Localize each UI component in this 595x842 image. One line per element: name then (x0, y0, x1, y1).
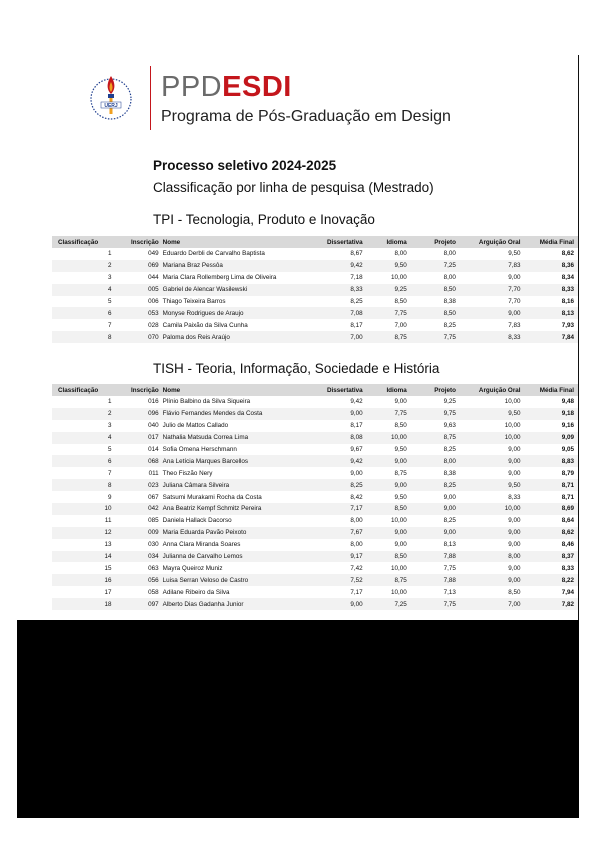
cell-idioma: 9,00 (394, 481, 407, 489)
column-header-arguicao-oral: Arguição Oral (478, 386, 521, 394)
cell-projeto: 9,63 (443, 422, 456, 430)
table-row (52, 551, 578, 563)
column-header-classificacao: Classificação (58, 238, 99, 246)
cell-inscricao: 056 (148, 576, 159, 584)
cell-inscricao: 042 (148, 505, 159, 513)
table-row (52, 562, 578, 574)
cell-projeto: 9,00 (443, 529, 456, 537)
table-header-row (52, 236, 578, 248)
cell-idioma: 9,00 (394, 398, 407, 406)
cell-classificacao: 5 (107, 298, 112, 305)
column-header-dissertativa: Dissertativa (326, 238, 363, 246)
cell-media-final: 8,64 (561, 517, 574, 525)
cell-idioma: 9,50 (394, 446, 407, 453)
cell-idioma: 10,00 (390, 517, 407, 525)
cell-idioma: 8,50 (394, 553, 407, 561)
cell-inscricao: 085 (148, 517, 159, 525)
cell-projeto: 8,38 (443, 469, 456, 477)
cell-classificacao: 7 (107, 469, 112, 477)
cell-inscricao: 070 (148, 333, 159, 341)
cell-nome: Sofia Omena Herschmann (162, 446, 237, 453)
cell-media-final: 7,94 (561, 588, 574, 596)
cell-media-final: 8,69 (561, 505, 574, 513)
cell-idioma: 8,75 (394, 576, 407, 584)
cell-arguicao-oral: 8,33 (508, 493, 521, 501)
table-row (52, 527, 578, 539)
cell-classificacao: 15 (104, 564, 112, 572)
cell-dissertativa: 8,00 (350, 541, 363, 549)
cell-arguicao-oral: 9,00 (508, 576, 521, 584)
cell-dissertativa: 8,17 (350, 321, 363, 329)
cell-dissertativa: 9,42 (350, 262, 363, 270)
cell-arguicao-oral: 9,00 (508, 469, 521, 477)
cell-nome: Camila Paixão da Silva Cunha (162, 321, 248, 329)
table-row (52, 491, 578, 503)
cell-nome: Paloma dos Reis Araújo (162, 333, 230, 341)
table-row (52, 539, 578, 551)
cell-nome: Theo Fiszão Nery (162, 469, 213, 477)
cell-arguicao-oral: 8,00 (508, 553, 521, 561)
cell-classificacao: 12 (104, 529, 112, 537)
cell-classificacao: 8 (107, 333, 112, 341)
cell-nome: Eduardo Derbli de Carvalho Baptista (162, 250, 265, 258)
cell-classificacao: 6 (107, 457, 112, 465)
cell-dissertativa: 7,00 (350, 333, 363, 341)
column-header-idioma: Idioma (386, 386, 407, 394)
cell-projeto: 8,25 (443, 517, 456, 525)
cell-arguicao-oral: 10,00 (504, 398, 521, 406)
cell-idioma: 9,25 (394, 286, 407, 294)
cell-projeto: 8,50 (443, 286, 456, 294)
table-row (52, 331, 578, 343)
cell-arguicao-oral: 9,00 (508, 517, 521, 525)
table-row (52, 396, 578, 408)
cell-classificacao: 10 (104, 505, 112, 513)
cell-arguicao-oral: 9,00 (508, 564, 521, 572)
cell-classificacao: 4 (107, 434, 112, 442)
redacted-black-area (17, 620, 579, 818)
cell-nome: Ana Letícia Marques Barcellos (162, 457, 249, 465)
cell-media-final: 9,18 (561, 410, 574, 418)
results-table-tpi (52, 236, 578, 343)
cell-inscricao: 040 (148, 422, 159, 430)
cell-classificacao: 4 (107, 286, 112, 294)
column-header-projeto: Projeto (434, 386, 456, 394)
cell-nome: Plínio Balbino da Silva Siqueira (162, 398, 251, 406)
cell-nome: Maria Clara Rollemberg Lima de Oliveira (162, 274, 277, 282)
cell-classificacao: 13 (104, 541, 112, 549)
cell-dissertativa: 7,08 (350, 309, 363, 317)
column-header-dissertativa: Dissertativa (326, 386, 363, 394)
cell-media-final: 8,16 (561, 298, 574, 305)
cell-inscricao: 006 (148, 298, 159, 305)
table-row (52, 248, 578, 260)
cell-idioma: 9,00 (394, 529, 407, 537)
cell-classificacao: 7 (107, 321, 112, 329)
cell-arguicao-oral: 9,00 (508, 446, 521, 453)
cell-dissertativa: 8,17 (350, 422, 363, 430)
cell-dissertativa: 7,67 (350, 529, 363, 537)
cell-media-final: 8,34 (561, 274, 574, 282)
cell-inscricao: 017 (148, 434, 159, 442)
column-header-inscricao: Inscrição (131, 238, 159, 246)
logo-wordmark: UERJ (104, 103, 118, 109)
column-header-nome: Nome (162, 238, 181, 246)
cell-arguicao-oral: 9,00 (508, 529, 521, 537)
cell-classificacao: 3 (107, 274, 112, 282)
table-row (52, 408, 578, 420)
cell-dissertativa: 9,00 (350, 410, 363, 418)
cell-nome: Gabriel de Alencar Wasilewski (162, 286, 248, 294)
table-row (52, 444, 578, 456)
cell-dissertativa: 9,00 (350, 600, 363, 608)
cell-projeto: 7,75 (443, 333, 456, 341)
cell-dissertativa: 9,42 (350, 398, 363, 406)
cell-media-final: 8,33 (561, 564, 574, 572)
cell-classificacao: 8 (107, 481, 112, 489)
cell-arguicao-oral: 9,50 (508, 250, 521, 258)
cell-media-final: 9,05 (561, 446, 574, 453)
cell-inscricao: 044 (148, 274, 159, 282)
cell-media-final: 8,62 (561, 250, 574, 258)
cell-arguicao-oral: 7,83 (508, 262, 521, 270)
cell-projeto: 8,50 (443, 309, 456, 317)
section-title-tpi: TPI - Tecnologia, Produto e Inovação (153, 212, 375, 227)
cell-idioma: 8,75 (394, 469, 407, 477)
cell-projeto: 7,25 (443, 262, 456, 270)
brand-name (161, 72, 292, 102)
results-table-tish (52, 384, 578, 610)
cell-nome: Juliana Câmara Silveira (162, 481, 230, 489)
cell-inscricao: 030 (148, 541, 159, 549)
cell-dissertativa: 7,17 (350, 588, 363, 596)
cell-inscricao: 005 (148, 286, 159, 294)
table-row (52, 272, 578, 284)
cell-idioma: 7,75 (394, 410, 407, 418)
cell-idioma: 7,75 (394, 309, 407, 317)
cell-inscricao: 067 (148, 493, 159, 501)
table-row (52, 586, 578, 598)
cell-nome: Julianna de Carvalho Lemos (162, 553, 243, 561)
table-row (52, 467, 578, 479)
cell-classificacao: 2 (107, 410, 112, 418)
cell-nome: Mariana Braz Pessôa (162, 262, 223, 270)
cell-inscricao: 028 (148, 321, 159, 329)
cell-dissertativa: 7,52 (350, 576, 363, 584)
cell-dissertativa: 8,25 (350, 481, 363, 489)
cell-classificacao: 5 (107, 446, 112, 453)
cell-projeto: 9,00 (443, 493, 456, 501)
cell-media-final: 8,13 (561, 309, 574, 317)
cell-arguicao-oral: 10,00 (504, 434, 521, 442)
cell-media-final: 8,62 (561, 529, 574, 537)
cell-idioma: 8,00 (394, 250, 407, 258)
cell-dissertativa: 7,18 (350, 274, 363, 282)
cell-idioma: 10,00 (390, 588, 407, 596)
cell-projeto: 8,75 (443, 434, 456, 442)
column-header-media-final: Média Final (539, 238, 574, 246)
section-title-tish: TISH - Teoria, Informação, Sociedade e História (153, 361, 440, 376)
cell-inscricao: 023 (148, 481, 159, 489)
cell-dissertativa: 9,67 (350, 446, 363, 453)
column-header-media-final: Média Final (539, 386, 574, 394)
cell-classificacao: 16 (104, 576, 112, 584)
column-header-arguicao-oral: Arguição Oral (478, 238, 521, 246)
table-row (52, 319, 578, 331)
cell-arguicao-oral: 7,70 (508, 298, 521, 305)
cell-nome: Thiago Teixeira Barros (162, 298, 226, 305)
table-header-row (52, 384, 578, 396)
cell-arguicao-oral: 9,00 (508, 541, 521, 549)
table-row (52, 260, 578, 272)
cell-projeto: 7,75 (443, 600, 456, 608)
brand-part-2: ESDI (222, 71, 292, 103)
cell-projeto: 8,38 (443, 298, 456, 305)
cell-dissertativa: 8,00 (350, 517, 363, 525)
cell-dissertativa: 7,42 (350, 564, 363, 572)
table-row (52, 503, 578, 515)
cell-nome: Ana Beatriz Kempf Schmitz Pereira (162, 505, 262, 513)
cell-dissertativa: 9,17 (350, 553, 363, 561)
cell-nome: Luisa Serran Veloso de Castro (162, 576, 249, 584)
cell-projeto: 8,00 (443, 250, 456, 258)
cell-projeto: 8,13 (443, 541, 456, 549)
cell-inscricao: 069 (148, 262, 159, 270)
cell-classificacao: 18 (104, 600, 112, 608)
cell-idioma: 9,00 (394, 541, 407, 549)
table-row (52, 574, 578, 586)
cell-projeto: 7,88 (443, 553, 456, 561)
cell-projeto: 9,25 (443, 398, 456, 406)
table-body (52, 248, 578, 343)
cell-arguicao-oral: 9,00 (508, 457, 521, 465)
column-header-idioma: Idioma (386, 238, 407, 246)
cell-idioma: 8,50 (394, 422, 407, 430)
cell-classificacao: 14 (104, 553, 112, 561)
cell-idioma: 9,50 (394, 493, 407, 501)
cell-arguicao-oral: 9,50 (508, 410, 521, 418)
cell-media-final: 9,09 (561, 434, 574, 442)
table-row (52, 432, 578, 444)
table-row (52, 515, 578, 527)
cell-idioma: 8,75 (394, 333, 407, 341)
cell-idioma: 7,00 (394, 321, 407, 329)
cell-inscricao: 034 (148, 553, 159, 561)
cell-idioma: 9,50 (394, 262, 407, 270)
cell-media-final: 8,37 (561, 553, 574, 561)
cell-arguicao-oral: 9,00 (508, 309, 521, 317)
cell-media-final: 9,16 (561, 422, 574, 430)
cell-inscricao: 053 (148, 309, 159, 317)
brand-part-1: PPD (161, 71, 223, 103)
cell-dissertativa: 8,67 (350, 250, 363, 258)
cell-inscricao: 096 (148, 410, 159, 418)
cell-inscricao: 016 (148, 398, 159, 406)
cell-nome: Satsumi Murakami Rocha da Costa (162, 493, 262, 501)
cell-dissertativa: 9,42 (350, 457, 363, 465)
table-body (52, 396, 578, 610)
cell-arguicao-oral: 7,83 (508, 321, 521, 329)
cell-media-final: 7,84 (561, 333, 574, 341)
cell-nome: Monyse Rodrigues de Araujo (162, 309, 244, 317)
cell-arguicao-oral: 8,33 (508, 333, 521, 341)
cell-projeto: 7,75 (443, 564, 456, 572)
cell-dissertativa: 8,25 (350, 298, 363, 305)
cell-inscricao: 063 (148, 564, 159, 572)
cell-media-final: 8,36 (561, 262, 574, 270)
cell-classificacao: 9 (107, 493, 112, 501)
cell-nome: Daniela Hallack Dacorso (162, 517, 232, 525)
column-header-projeto: Projeto (434, 238, 456, 246)
cell-nome: Anna Clara Miranda Soares (162, 541, 241, 549)
cell-nome: Mayra Queiroz Muniz (162, 564, 223, 572)
cell-nome: Flávio Fernandes Mendes da Costa (162, 410, 263, 418)
cell-media-final: 8,71 (561, 493, 574, 501)
cell-classificacao: 1 (107, 250, 112, 258)
cell-classificacao: 2 (107, 262, 112, 270)
cell-arguicao-oral: 9,50 (508, 481, 521, 489)
cell-media-final: 9,48 (561, 398, 574, 406)
column-header-inscricao: Inscrição (131, 386, 159, 394)
cell-media-final: 8,33 (561, 286, 574, 294)
cell-dissertativa: 8,08 (350, 434, 363, 442)
cell-nome: Nathalia Matsuda Correa Lima (162, 434, 249, 442)
table-row (52, 307, 578, 319)
cell-idioma: 9,00 (394, 457, 407, 465)
cell-dissertativa: 9,00 (350, 469, 363, 477)
program-subtitle: Programa de Pós-Graduação em Design (161, 108, 451, 125)
cell-inscricao: 097 (148, 600, 159, 608)
cell-inscricao: 058 (148, 588, 159, 596)
cell-arguicao-oral: 8,50 (508, 588, 521, 596)
table-row (52, 420, 578, 432)
cell-classificacao: 17 (104, 588, 112, 596)
cell-classificacao: 3 (107, 422, 112, 430)
cell-idioma: 7,25 (394, 600, 407, 608)
cell-inscricao: 049 (148, 250, 159, 258)
cell-projeto: 8,25 (443, 321, 456, 329)
table-row (52, 479, 578, 491)
cell-projeto: 9,00 (443, 505, 456, 513)
column-header-nome: Nome (162, 386, 181, 394)
cell-media-final: 8,83 (561, 457, 574, 465)
cell-inscricao: 009 (148, 529, 159, 537)
cell-projeto: 7,88 (443, 576, 456, 584)
cell-media-final: 7,82 (561, 600, 574, 608)
cell-nome: Julio de Mattos Callado (162, 422, 229, 430)
cell-classificacao: 1 (107, 398, 112, 406)
table-row (52, 296, 578, 308)
cell-idioma: 8,50 (394, 505, 407, 513)
cell-projeto: 8,00 (443, 457, 456, 465)
cell-nome: Alberto Dias Gadanha Junior (162, 600, 244, 608)
cell-dissertativa: 8,42 (350, 493, 363, 501)
cell-media-final: 8,46 (561, 541, 574, 549)
logo-divider (150, 66, 151, 130)
process-title: Processo seletivo 2024-2025 (153, 158, 337, 173)
cell-inscricao: 014 (148, 446, 159, 453)
cell-arguicao-oral: 10,00 (504, 422, 521, 430)
cell-arguicao-oral: 7,70 (508, 286, 521, 294)
cell-dissertativa: 7,17 (350, 505, 363, 513)
cell-media-final: 8,22 (561, 576, 574, 584)
table-row (52, 455, 578, 467)
cell-arguicao-oral: 9,00 (508, 274, 521, 282)
cell-projeto: 7,13 (443, 588, 456, 596)
page-edge-rule (578, 55, 579, 620)
cell-media-final: 7,93 (561, 321, 574, 329)
cell-inscricao: 068 (148, 457, 159, 465)
cell-media-final: 8,71 (561, 481, 574, 489)
cell-dissertativa: 8,33 (350, 286, 363, 294)
cell-idioma: 10,00 (390, 274, 407, 282)
cell-projeto: 9,75 (443, 410, 456, 418)
cell-media-final: 8,79 (561, 469, 574, 477)
cell-inscricao: 011 (148, 469, 159, 477)
cell-projeto: 8,25 (443, 446, 456, 453)
table-row (52, 284, 578, 296)
uerj-logo-icon (88, 68, 134, 134)
cell-nome: Adilane Ribeiro da Silva (162, 588, 230, 596)
cell-idioma: 10,00 (390, 564, 407, 572)
cell-projeto: 8,00 (443, 274, 456, 282)
cell-arguicao-oral: 7,00 (508, 600, 521, 608)
classification-title: Classificação por linha de pesquisa (Mestrado) (153, 180, 434, 195)
cell-arguicao-oral: 10,00 (504, 505, 521, 513)
cell-idioma: 8,50 (394, 298, 407, 305)
cell-classificacao: 11 (104, 517, 112, 525)
column-header-classificacao: Classificação (58, 386, 99, 394)
cell-projeto: 8,25 (443, 481, 456, 489)
cell-classificacao: 6 (107, 309, 112, 317)
table-row (52, 598, 578, 610)
cell-nome: Maria Eduarda Pavão Peixoto (162, 529, 247, 537)
cell-idioma: 10,00 (390, 434, 407, 442)
